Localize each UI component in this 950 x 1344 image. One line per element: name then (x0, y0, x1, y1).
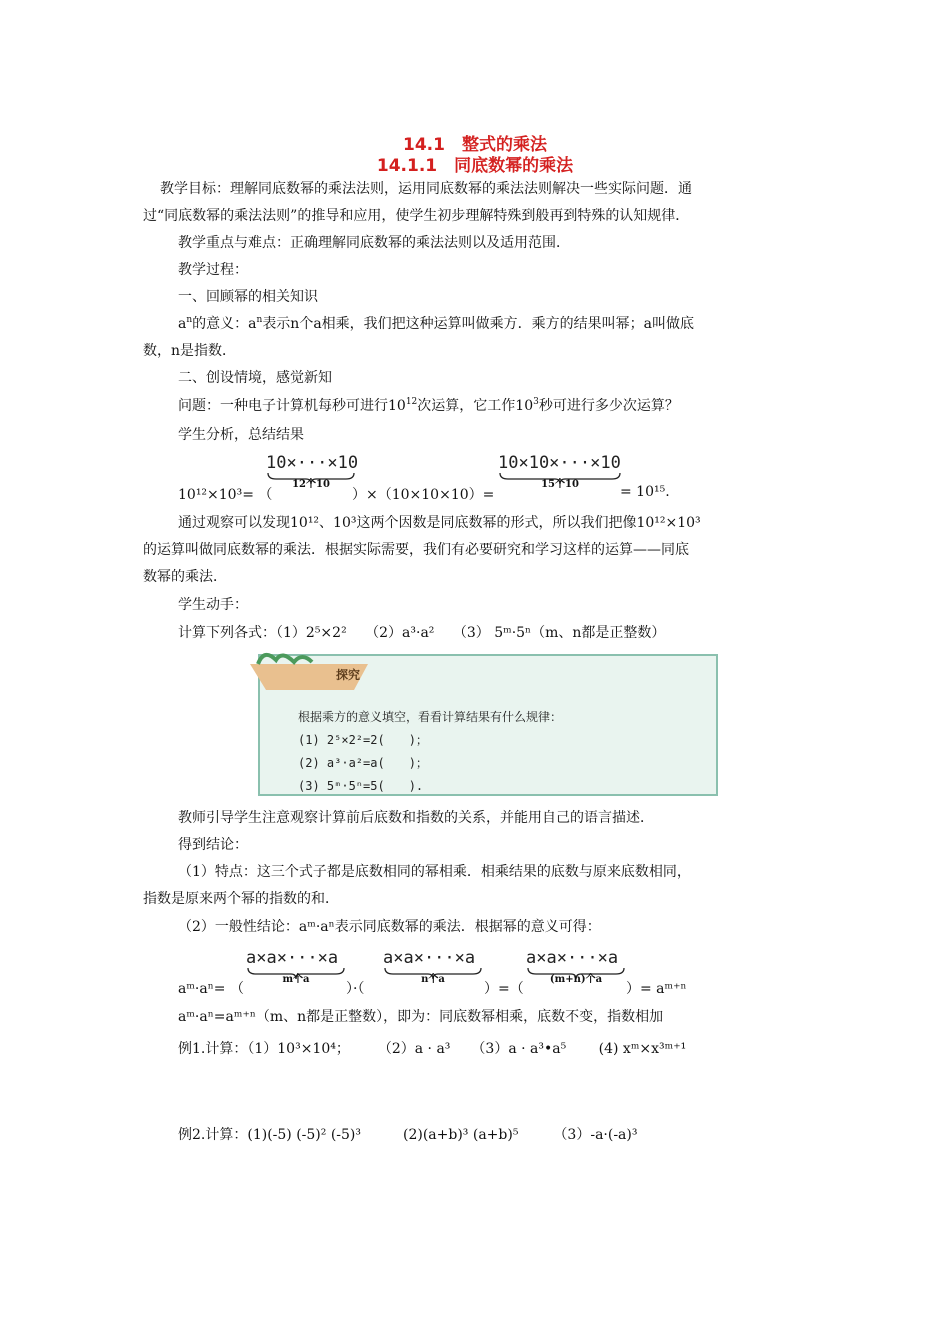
analysis-text: 学生分析，总结结果 (178, 427, 304, 443)
underbrace-12-tens: 10×···×10 12个10 (266, 453, 359, 490)
explore-tag-label: 探究 (336, 668, 361, 682)
underbrace-label: 12个10 (292, 479, 330, 490)
section-title: 14.1 整式的乘法 (403, 135, 547, 155)
explore-tag-icon (250, 650, 380, 692)
underbrace-label: m个a (282, 974, 310, 985)
problem-text: 问题：一种电子计算机每秒可进行$10^{12}$次运算，它工作$10^3$秒可进行多少次运算？ (178, 397, 679, 414)
explore-line-3: (3) 5ᵐ·5ⁿ=5( ). (298, 779, 424, 793)
explore-intro: 根据乘方的意义填空，看看计算结果有什么规律： (298, 710, 563, 724)
underbrace-n-a: a×a×···×a n个a (383, 948, 483, 988)
equation-left: 10¹²×10³= （ (178, 487, 273, 503)
general-equation-left: aᵐ·aⁿ= （ (178, 981, 244, 997)
key-points: 教学重点与难点：正确理解同底数幂的乘法法则以及适用范围． (178, 235, 570, 251)
general-equation-right: ）= aᵐ⁺ⁿ (626, 981, 687, 997)
objective-line-2: 过“同底数幂的乘法法则”的推导和应用，使学生初步理解特殊到般再到特殊的认知规律． (143, 208, 690, 224)
explore-line-1: (1) 2⁵×2²=2( )； (298, 733, 428, 747)
subsection-title: 14.1.1 同底数幂的乘法 (376, 156, 574, 176)
underbrace-label: 15个10 (541, 479, 579, 490)
explore-line-2: (2) a³·a²=a( )； (298, 756, 428, 770)
product-rule: aᵐ·aⁿ=aᵐ⁺ⁿ（m、n都是正整数），即为：同底数幂相乘，底数不变，指数相加 (178, 1009, 664, 1025)
section-two-heading: 二、创设情境，感觉新知 (178, 370, 332, 386)
example-1: 例1.计算：（1）10³×10⁴； （2）a · a³ （3）a · a³•a⁵ (4) xᵐ×x³ᵐ⁺¹ (178, 1041, 687, 1057)
conclusion-heading: 得到结论： (178, 837, 248, 853)
equation-middle: ）×（10×10×10）= (352, 487, 495, 503)
general-equation-mid2: ）=（ (484, 981, 524, 997)
process-heading: 教学过程： (178, 262, 248, 278)
section-one-heading: 一、回顾幂的相关知识 (178, 289, 318, 305)
feature-line-2: 指数是原来两个幂的指数的和． (143, 891, 339, 907)
example-2: 例2.计算：(1)(-5) (-5)² (-5)³ (2)(a+b)³ (a+b)⁵ （3）-a·(-a)³ (178, 1127, 638, 1143)
power-meaning-line: $a^n$的意义：$a^n$表示n个a相乘，我们把这种运算叫做乘方．乘方的结果叫幂；a叫做底 (178, 315, 695, 332)
calc-exercise: 计算下列各式：（1）2⁵×2² （2）a³·a² （3） 5ᵐ·5ⁿ（m、n都是正整数） (178, 625, 666, 641)
observation-line-1: 通过观察可以发现10¹²、10³这两个因数是同底数幂的形式，所以我们把像10¹²×10³ (178, 515, 701, 531)
teacher-guide: 教师引导学生注意观察计算前后底数和指数的关系，并能用自己的语言描述． (178, 810, 654, 826)
observation-line-2: 的运算叫做同底数幂的乘法．根据实际需要，我们有必要研究和学习这样的运算——同底 (143, 542, 689, 558)
power-meaning-line-2: 数，n是指数． (143, 343, 237, 359)
observation-line-3: 数幂的乘法． (143, 569, 227, 585)
underbrace-mn-a: a×a×···×a (m+n)个a (526, 948, 626, 988)
equation-right: = 10¹⁵. (620, 484, 670, 500)
underbrace-15-tens: 10×10×···×10 15个10 (498, 453, 621, 490)
feature-line-1: （1）特点：这三个式子都是底数相同的幂相乘．相乘结果的底数与原来底数相同， (178, 864, 691, 880)
hands-on-heading: 学生动手： (178, 597, 248, 613)
objective-line-1: 教学目标：理解同底数幂的乘法法则，运用同底数幂的乘法法则解决一些实际问题．通 (160, 181, 692, 197)
underbrace-label: n个a (421, 974, 445, 985)
underbrace-label: (m+n)个a (549, 974, 603, 985)
general-equation-mid: ）·（ (346, 981, 365, 997)
explore-box (258, 654, 718, 796)
underbrace-m-a: a×a×···×a m个a (246, 948, 346, 988)
general-conclusion: （2）一般性结论：aᵐ·aⁿ表示同底数幂的乘法．根据幂的意义可得： (178, 919, 601, 935)
